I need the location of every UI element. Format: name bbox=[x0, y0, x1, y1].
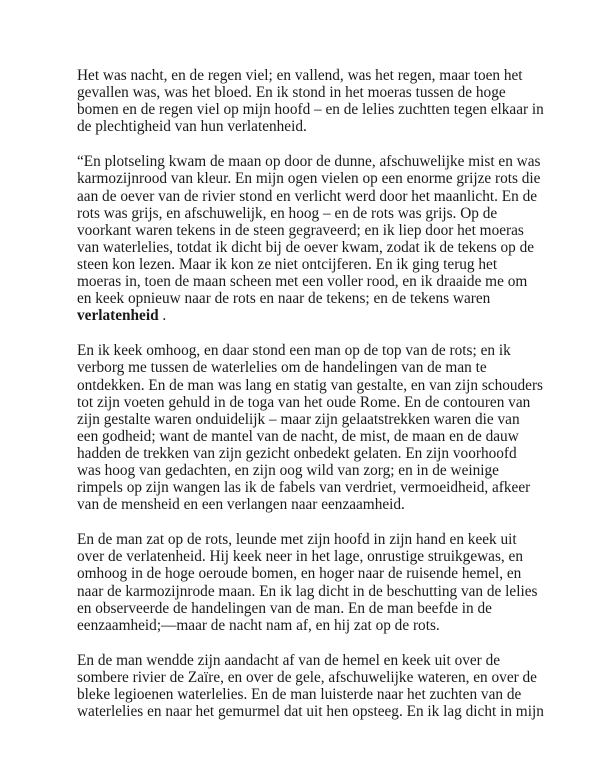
text-line: van de mensheid en een verlangen naar eenzaamheid. bbox=[77, 496, 405, 514]
text-line: rimpels op zijn wangen las ik de fabels van verdriet, vermoeidheid, afkeer bbox=[77, 479, 531, 497]
text-line: verborg me tussen de waterlelies om de handelingen van de man te bbox=[77, 359, 487, 377]
text-line: En ik keek omhoog, en daar stond een man op de top van de rots; en ik bbox=[77, 342, 511, 360]
paragraph-1 bbox=[77, 67, 544, 136]
text-line: naar de karmozijnrode maan. En ik lag dicht in de beschutting van de lelies bbox=[77, 582, 538, 600]
paragraph-4 bbox=[77, 531, 538, 634]
text-line: sombere rivier de Zaïre, en over de gele, afschuwelijke wateren, en over de bbox=[77, 668, 537, 686]
text-line: was hoog van gedachten, en zijn oog wild van zorg; en in de weinige bbox=[77, 461, 499, 479]
text-line: en keek opnieuw naar de rots en naar de tekens; en de tekens waren bbox=[77, 290, 491, 308]
text-line: voorkant waren tekens in de steen gegraveerd; en ik liep door het moeras bbox=[77, 221, 524, 239]
text-line: En de man wendde zijn aandacht af van de hemel en keek uit over de bbox=[77, 651, 501, 669]
text-line: eenzaamheid;—maar de nacht nam af, en hij zat op de rots. bbox=[77, 616, 440, 634]
text-line: hadden de trekken van zijn gezicht onbedekt gelaten. En zijn voorhoofd bbox=[77, 444, 517, 462]
text-line: Het was nacht, en de regen viel; en vallend, was het regen, maar toen het bbox=[77, 67, 523, 84]
text-line: aan de oever van de rivier stond en verlicht werd door het maanlicht. En de bbox=[77, 187, 538, 205]
text-line: en observeerde de handelingen van de man. En de man beefde in de bbox=[77, 599, 492, 617]
text-line: “En plotseling kwam de maan op door de dunne, afschuwelijke mist en was bbox=[77, 153, 541, 171]
text-line: ontdekken. En de man was lang en statig van gestalte, en van zijn schouders bbox=[77, 376, 543, 394]
text-line: zijn gestalte waren onduidelijk – maar zijn gelaatstrekken waren die van bbox=[77, 410, 520, 428]
text-line: omhoog in de hoge oeroude bomen, en hoger naar de ruisende hemel, en bbox=[77, 565, 522, 583]
paragraph-5 bbox=[77, 651, 544, 721]
text-line: de plechtigheid van hun verlatenheid. bbox=[77, 118, 307, 136]
text-line: waterlelies en naar het gemurmel dat uit hen opsteeg. En ik lag dicht in mijn bbox=[77, 703, 544, 721]
text-line: bleke legioenen waterlelies. En de man luisterde naar het zuchten van de bbox=[77, 686, 522, 703]
text-line: karmozijnrood van kleur. En mijn ogen vielen op een enorme grijze rots die bbox=[77, 170, 541, 188]
text-line: rots was grijs, en afschuwelijk, en hoog – en de rots was grijs. Op de bbox=[77, 204, 498, 222]
text-line: moeras in, toen de maan scheen met een voller rood, en ik draaide me om bbox=[77, 273, 528, 291]
body-text bbox=[77, 67, 544, 738]
text-line: tot zijn voeten gehuld in de toga van het oude Rome. En de contouren van bbox=[77, 393, 531, 411]
text-line: over de verlatenheid. Hij keek neer in het lage, onrustige struikgewas, en bbox=[77, 548, 523, 566]
text-line: bomen en de regen viel op mijn hoofd – en de lelies zuchtten tegen elkaar in bbox=[77, 101, 544, 119]
text-line: En de man zat op de rots, leunde met zijn hoofd in zijn hand en keek uit bbox=[77, 531, 517, 549]
text-line: steen kon lezen. Maar ik kon ze niet ontcijferen. En ik ging terug het bbox=[77, 255, 498, 273]
text-line: van waterlelies, totdat ik dicht bij de oever kwam, zodat ik de tekens op de bbox=[77, 238, 535, 256]
paragraph-3 bbox=[77, 342, 543, 514]
paragraph-2 bbox=[77, 153, 541, 325]
trailing-punctuation: . bbox=[158, 307, 167, 325]
text-line: gevallen was, was het bloed. En ik stond in het moeras tussen de hoge bbox=[77, 84, 506, 102]
emphasized-word: verlatenheid bbox=[77, 307, 159, 325]
text-line-final bbox=[77, 307, 532, 324]
text-line: een godheid; want de mantel van de nacht, de mist, de maan en de dauw bbox=[77, 427, 519, 445]
